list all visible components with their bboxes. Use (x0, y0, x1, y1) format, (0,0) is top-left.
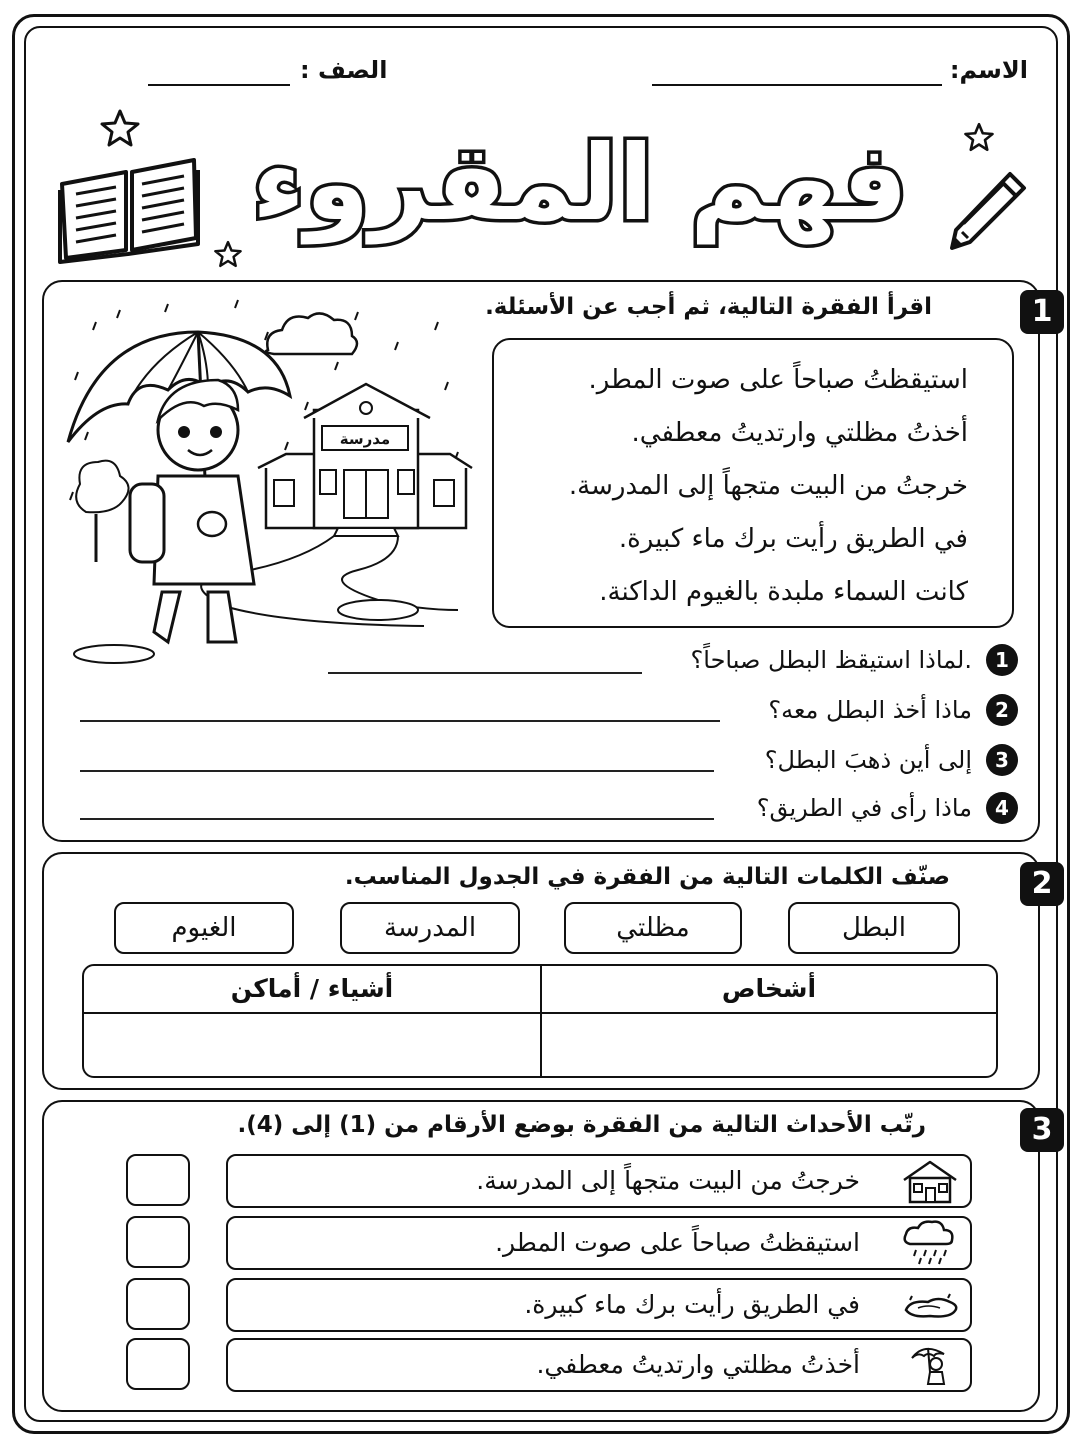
passage-line: في الطريق رأيت برك ماء كبيرة. (618, 524, 968, 554)
question-number-badge: 4 (986, 792, 1018, 824)
boy-umbrella-rain-illustration (58, 292, 478, 664)
class-label: الصف : (300, 56, 388, 84)
question-1 (691, 644, 1018, 676)
table-cell-people[interactable] (542, 1014, 996, 1076)
word-chip[interactable]: مظلتي (564, 902, 742, 954)
star-icon (964, 122, 994, 152)
table-header-people: أشخاص (721, 974, 817, 1003)
name-field[interactable] (652, 84, 942, 86)
question-number-badge: 1 (986, 644, 1018, 676)
passage-line: كانت السماء ملبدة بالغيوم الداكنة. (599, 577, 968, 607)
question-text: .لماذا استيقظ البطل صباحاً؟ (690, 646, 972, 674)
word-chip[interactable]: المدرسة (340, 902, 520, 954)
answer-line-3[interactable] (80, 770, 714, 772)
passage-line: أخذتُ مظلتي وارتديتُ معطفي. (631, 418, 968, 448)
boy-umbrella-icon (898, 1342, 962, 1388)
question-text: ماذا رأى في الطريق؟ (756, 794, 972, 822)
question-number-badge: 2 (986, 694, 1018, 726)
order-answer-box[interactable] (126, 1338, 190, 1390)
section-number-badge: 3 (1020, 1108, 1064, 1152)
event-row (226, 1338, 972, 1392)
table-cell-things-places[interactable] (84, 1014, 540, 1076)
event-text: في الطريق رأيت برك ماء كبيرة. (524, 1290, 860, 1319)
table-header-things-places: أشياء / أماكن (230, 974, 394, 1003)
section-instruction: صنّف الكلمات التالية من الفقرة في الجدول المناسب. (344, 864, 950, 890)
answer-line-1[interactable] (328, 672, 642, 674)
passage-line: خرجتُ من البيت متجهاً إلى المدرسة. (568, 471, 968, 501)
question-text: إلى أين ذهبَ البطل؟ (764, 746, 972, 774)
section-number-badge: 1 (1020, 290, 1064, 334)
word-chip[interactable]: البطل (788, 902, 960, 954)
event-row (226, 1278, 972, 1332)
classification-table (82, 964, 998, 1078)
school-sign: مدرسة (339, 430, 391, 448)
question-4 (757, 792, 1018, 824)
passage-line: استيقظتُ صباحاً على صوت المطر. (588, 365, 968, 395)
rain-cloud-icon (898, 1220, 962, 1266)
house-icon (898, 1158, 962, 1204)
event-text: خرجتُ من البيت متجهاً إلى المدرسة. (476, 1166, 860, 1195)
star-icon (100, 108, 140, 148)
order-answer-box[interactable] (126, 1216, 190, 1268)
order-answer-box[interactable] (126, 1278, 190, 1330)
class-field[interactable] (148, 84, 290, 86)
section-instruction: رتّب الأحداث التالية من الفقرة بوضع الأرقام من (1) إلى (4). (237, 1112, 926, 1138)
question-number-badge: 3 (986, 744, 1018, 776)
question-2 (768, 694, 1018, 726)
event-text: أخذتُ مظلتي وارتديتُ معطفي. (536, 1350, 860, 1379)
order-answer-box[interactable] (126, 1154, 190, 1206)
reading-passage-box (492, 338, 1014, 628)
section-instruction: اقرأ الفقرة التالية، ثم أجب عن الأسئلة. (485, 294, 932, 320)
worksheet-title: فهم المقروء (251, 122, 909, 244)
answer-line-4[interactable] (80, 818, 714, 820)
event-row (226, 1216, 972, 1270)
open-book-icon (56, 154, 202, 264)
event-text: استيقظتُ صباحاً على صوت المطر. (495, 1228, 860, 1257)
name-label: الاسم: (949, 56, 1028, 84)
answer-line-2[interactable] (80, 720, 720, 722)
question-text: ماذا أخذ البطل معه؟ (768, 696, 972, 724)
word-chip[interactable]: الغيوم (114, 902, 294, 954)
question-3 (765, 744, 1018, 776)
section-number-badge: 2 (1020, 862, 1064, 906)
event-row (226, 1154, 972, 1208)
pencil-icon (940, 168, 1030, 258)
puddle-icon (898, 1282, 962, 1328)
